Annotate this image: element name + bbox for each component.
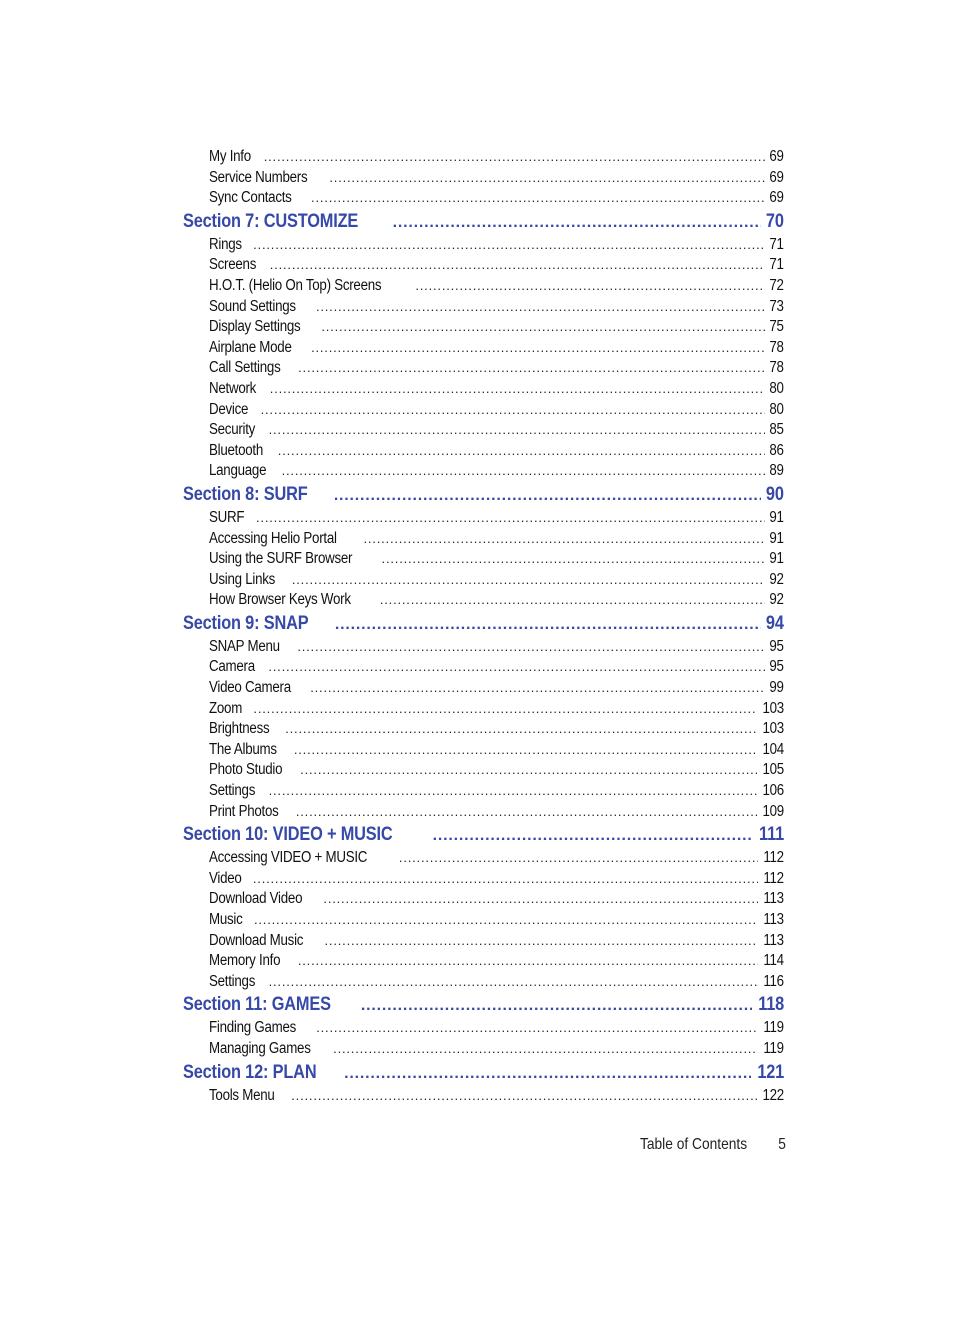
dot-leader [261, 401, 766, 419]
dot-leader [316, 1019, 758, 1037]
toc-page-number: 121 [757, 1061, 784, 1083]
toc-section-heading[interactable] [183, 823, 784, 849]
toc-entry[interactable] [183, 442, 784, 463]
toc-page-number: 118 [758, 994, 784, 1016]
toc-label: Service Numbers [209, 168, 308, 186]
toc-page-number: 111 [759, 824, 784, 846]
dot-leader [399, 849, 758, 867]
toc-label: Tools Menu [209, 1086, 275, 1104]
toc-page-number: 92 [769, 570, 784, 588]
page-number: 5 [778, 1136, 786, 1153]
dot-leader [334, 484, 761, 506]
dot-leader [253, 700, 757, 718]
toc-entry[interactable] [183, 189, 784, 210]
toc-label: Network [209, 379, 257, 397]
toc-page-number: 70 [766, 210, 784, 232]
toc-entry[interactable] [183, 911, 784, 932]
dot-leader [298, 359, 765, 377]
dot-leader [264, 148, 766, 166]
toc-entry[interactable] [183, 849, 784, 870]
toc-page-number: 85 [769, 421, 784, 439]
dot-leader [296, 803, 757, 821]
toc-section-heading[interactable] [183, 612, 784, 638]
toc-page-number: 69 [769, 189, 784, 207]
toc-entry[interactable] [183, 421, 784, 442]
toc-page-number: 94 [766, 612, 784, 634]
toc-section-heading[interactable] [183, 483, 784, 509]
toc-page-number: 80 [769, 379, 784, 397]
toc-section-heading[interactable] [183, 1061, 784, 1087]
toc-label: Camera [209, 658, 255, 676]
toc-label: Airplane Mode [209, 338, 292, 356]
toc-entry[interactable] [183, 973, 784, 994]
toc-label: SNAP Menu [209, 637, 280, 655]
dot-leader [329, 169, 765, 187]
toc-label: Download Music [209, 931, 304, 949]
toc-page-number: 113 [763, 931, 784, 949]
toc-label: How Browser Keys Work [209, 591, 351, 609]
toc-page-number: 92 [769, 591, 784, 609]
dot-leader [415, 277, 765, 295]
dot-leader [294, 741, 757, 759]
toc-label: Zoom [209, 699, 243, 717]
dot-leader [300, 761, 757, 779]
dot-leader [344, 1062, 751, 1084]
toc-label: Section 7: CUSTOMIZE [183, 210, 359, 232]
dot-leader [292, 571, 766, 589]
toc-page-number: 119 [763, 1039, 784, 1057]
toc-label: Using Links [209, 570, 276, 588]
toc-entry[interactable] [183, 761, 784, 782]
toc-entry[interactable] [183, 932, 784, 953]
toc-entry[interactable] [183, 148, 784, 169]
toc-label: Section 10: VIDEO + MUSIC [183, 824, 393, 846]
toc-label: H.O.T. (Helio On Top) Screens [209, 276, 382, 294]
toc-page-number: 80 [769, 400, 784, 418]
toc-label: Settings [209, 972, 256, 990]
toc-label: Call Settings [209, 359, 281, 377]
dot-leader [311, 189, 765, 207]
toc-label: Accessing Helio Portal [209, 529, 337, 547]
toc-entry[interactable] [183, 169, 784, 190]
toc-page-number: 114 [763, 952, 784, 970]
dot-leader [253, 236, 765, 254]
toc-entry[interactable] [183, 380, 784, 401]
toc-entry[interactable] [183, 530, 784, 551]
toc-page-number: 116 [763, 972, 784, 990]
dot-leader [311, 339, 765, 357]
toc-page-number: 78 [769, 338, 784, 356]
toc-entry[interactable] [183, 890, 784, 911]
toc-section-heading[interactable] [183, 210, 784, 236]
toc-label: Sound Settings [209, 297, 296, 315]
dot-leader [363, 530, 765, 548]
toc-entry[interactable] [183, 571, 784, 592]
toc-label: Brightness [209, 720, 270, 738]
dot-leader [361, 994, 752, 1016]
toc-page-number: 112 [763, 849, 784, 867]
toc-page-number: 103 [762, 699, 784, 717]
toc-page-number: 91 [769, 550, 784, 568]
toc-entry[interactable] [183, 700, 784, 721]
toc-page-number: 86 [769, 441, 784, 459]
dot-leader [323, 890, 758, 908]
toc-label: Print Photos [209, 802, 279, 820]
toc-page-number: 72 [769, 276, 784, 294]
toc-label: Rings [209, 235, 242, 253]
dot-leader [269, 782, 757, 800]
dot-leader [285, 720, 757, 738]
toc-entry[interactable] [183, 318, 784, 339]
toc-label: Section 11: GAMES [183, 994, 331, 1016]
page-footer [640, 1136, 786, 1154]
dot-leader [310, 679, 765, 697]
toc-label: Display Settings [209, 318, 301, 336]
toc-entry[interactable] [183, 638, 784, 659]
toc-label: Video [209, 869, 242, 887]
footer-title: Table of Contents [640, 1136, 748, 1153]
toc-label: Language [209, 462, 267, 480]
toc-entry[interactable] [183, 339, 784, 360]
toc-label: Video Camera [209, 679, 291, 697]
dot-leader [269, 973, 759, 991]
toc-page-number: 105 [762, 761, 784, 779]
dot-leader [256, 509, 765, 527]
toc-page-number: 99 [769, 679, 784, 697]
toc-label: Finding Games [209, 1019, 297, 1037]
toc-page-number: 91 [769, 529, 784, 547]
toc-page-number: 69 [769, 148, 784, 165]
toc-page-number: 78 [769, 359, 784, 377]
toc-label: Section 8: SURF [183, 483, 308, 505]
toc-page-number: 95 [769, 658, 784, 676]
toc-label: Photo Studio [209, 761, 283, 779]
dot-leader [291, 1087, 757, 1105]
toc-page-number: 109 [762, 802, 784, 820]
toc-entry[interactable] [183, 741, 784, 762]
toc-page-number: 75 [769, 318, 784, 336]
toc-label: Section 12: PLAN [183, 1061, 317, 1083]
toc-label: Settings [209, 782, 256, 800]
toc-page-number: 113 [763, 890, 784, 908]
toc-entry[interactable] [183, 803, 784, 824]
dot-leader [316, 298, 765, 316]
toc-label: Device [209, 400, 249, 418]
dot-leader [335, 613, 761, 635]
toc-entry[interactable] [183, 870, 784, 891]
dot-leader [270, 380, 766, 398]
toc-entry[interactable] [183, 550, 784, 571]
dot-leader [380, 591, 766, 609]
table-of-contents [183, 148, 784, 1107]
toc-page-number: 106 [762, 782, 784, 800]
toc-entry[interactable] [183, 1019, 784, 1040]
toc-label: SURF [209, 508, 245, 526]
toc-page-number: 71 [769, 235, 784, 253]
toc-entry[interactable] [183, 256, 784, 277]
toc-label: Bluetooth [209, 441, 264, 459]
toc-entry[interactable] [183, 1087, 784, 1108]
dot-leader [321, 318, 765, 336]
toc-page-number: 69 [769, 168, 784, 186]
toc-entry[interactable] [183, 277, 784, 298]
toc-entry[interactable] [183, 298, 784, 319]
toc-entry[interactable] [183, 1040, 784, 1061]
toc-label: Section 9: SNAP [183, 612, 309, 634]
toc-entry[interactable] [183, 401, 784, 422]
dot-leader [393, 211, 762, 233]
dot-leader [333, 1040, 758, 1058]
toc-entry[interactable] [183, 591, 784, 612]
toc-entry[interactable] [183, 359, 784, 380]
toc-page-number: 112 [763, 869, 784, 887]
dot-leader [254, 911, 758, 929]
toc-entry[interactable] [183, 462, 784, 483]
dot-leader [268, 658, 765, 676]
toc-label: Music [209, 911, 243, 928]
toc-entry[interactable] [183, 658, 784, 679]
dot-leader [297, 638, 765, 656]
toc-entry[interactable] [183, 782, 784, 803]
dot-leader [270, 256, 766, 274]
toc-entry[interactable] [183, 509, 784, 530]
dot-leader [433, 824, 753, 846]
toc-section-heading[interactable] [183, 993, 784, 1019]
toc-label: Sync Contacts [209, 189, 292, 207]
dot-leader [282, 462, 766, 480]
toc-label: The Albums [209, 740, 277, 758]
toc-label: Managing Games [209, 1039, 311, 1057]
toc-page-number: 119 [763, 1019, 784, 1037]
toc-label: Security [209, 421, 256, 439]
toc-page-number: 113 [763, 911, 784, 928]
toc-label: Using the SURF Browser [209, 550, 353, 568]
toc-page-number: 91 [769, 508, 784, 526]
toc-entry[interactable] [183, 720, 784, 741]
toc-page-number: 90 [766, 483, 784, 505]
toc-page-number: 104 [762, 740, 784, 758]
dot-leader [325, 932, 759, 950]
dot-leader [269, 421, 766, 439]
dot-leader [278, 442, 766, 460]
toc-page-number: 89 [769, 462, 784, 480]
toc-label: My Info [209, 148, 251, 165]
toc-label: Download Video [209, 890, 303, 908]
dot-leader [382, 550, 766, 568]
toc-entry[interactable] [183, 952, 784, 973]
toc-page-number: 103 [762, 720, 784, 738]
toc-page-number: 73 [769, 297, 784, 315]
dot-leader [253, 870, 758, 888]
toc-entry[interactable] [183, 236, 784, 257]
toc-label: Accessing VIDEO + MUSIC [209, 849, 368, 867]
toc-label: Memory Info [209, 952, 281, 970]
dot-leader [298, 952, 758, 970]
toc-entry[interactable] [183, 679, 784, 700]
toc-page-number: 71 [769, 256, 784, 274]
toc-page-number: 95 [769, 637, 784, 655]
toc-label: Screens [209, 256, 257, 274]
toc-page-number: 122 [762, 1086, 784, 1104]
